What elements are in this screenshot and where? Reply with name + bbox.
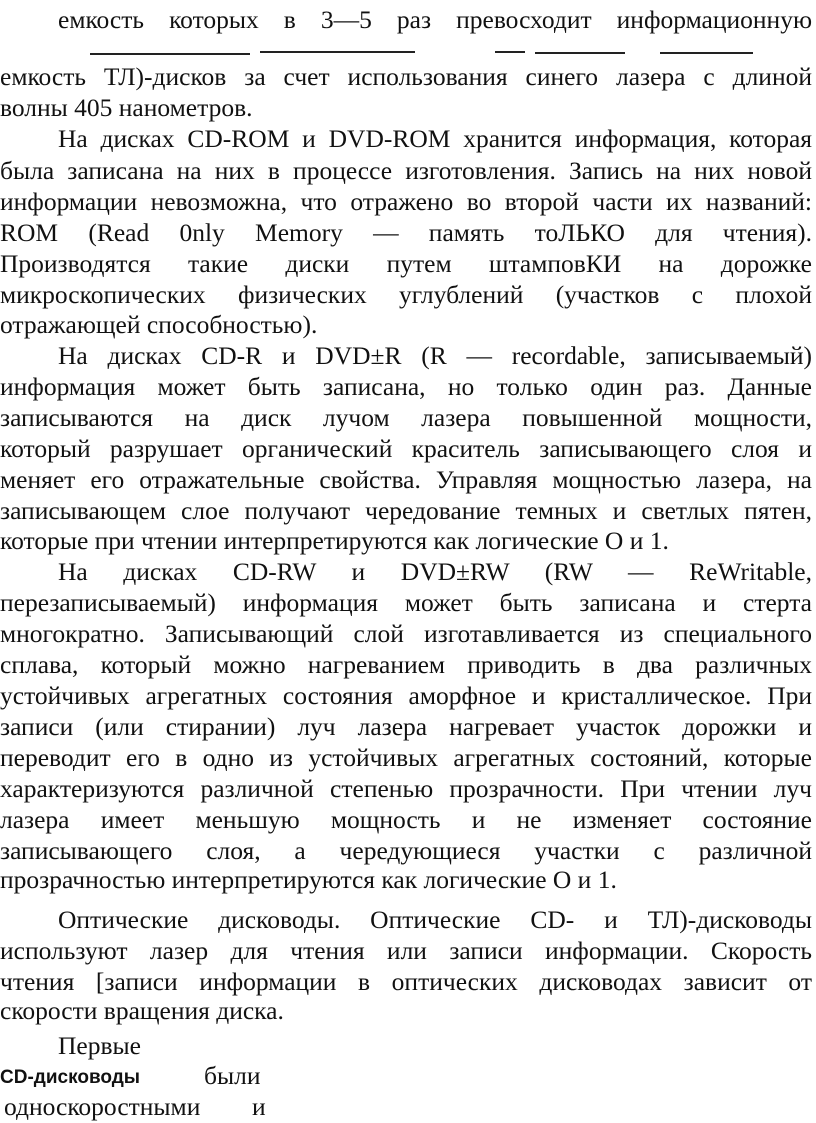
paragraph-line: отражающей способностью). — [0, 310, 318, 339]
fragment-word: были — [204, 1061, 261, 1090]
paragraph-line: меняет его отражательные свойства. Управляя мощностью лазера, на — [0, 465, 812, 494]
paragraph-line: На дисках CD-R и DVD±R (R — recordable, записываемый) — [58, 341, 812, 370]
top-line: емкость которых в 3—5 раз превосходит информационную — [58, 5, 812, 34]
fragment-word: и — [252, 1092, 266, 1121]
scan-artifact-rule — [660, 52, 753, 54]
paragraph-line: На дисках CD-RW и DVD±RW (RW — ReWritable, — [58, 557, 812, 586]
paragraph-line: сплава, который можно нагреванием приводить в два различных — [0, 650, 812, 679]
paragraph-line: емкость ТЛ)-дисков за счет использования синего лазера с длиной — [0, 62, 812, 91]
paragraph-line: которые при чтении интерпретируются как логические О и 1. — [0, 526, 669, 555]
paragraph-line: Оптические дисководы. Оптические CD- и ТЛ)-дисководы — [58, 905, 812, 934]
paragraph-line: записываются на диск лучом лазера повышенной мощности, — [0, 403, 812, 432]
fragment-word: CD-дисководы — [0, 1067, 141, 1088]
paragraph-line: прозрачностью интерпретируются как логические О и 1. — [0, 865, 617, 894]
paragraph-line: На дисках CD-ROM и DVD-ROM хранится информация, которая — [58, 124, 812, 153]
paragraph-line: микроскопических физических углублений (участков с плохой — [0, 280, 812, 309]
paragraph-line: характеризуются различной степенью прозрачности. При чтении луч — [0, 774, 812, 803]
paragraph-line: чтения [записи информации в оптических дисководах зависит от — [0, 967, 812, 996]
paragraph-line: волны 405 нанометров. — [0, 93, 253, 122]
paragraph-line: устойчивых агрегатных состояния аморфное и кристаллическое. При — [0, 681, 812, 710]
fragment-line: Первые — [58, 1031, 141, 1060]
paragraph-line: переводит его в одно из устойчивых агрегатных состояний, которые — [0, 743, 812, 772]
paragraph-line: перезаписываемый) информация может быть записана и стерта — [0, 588, 812, 617]
paragraph-line: лазера имеет меньшую мощность и не изменяет состояние — [0, 805, 812, 834]
paragraph-line: Производятся такие диски путем штамповКИ на дорожке — [0, 249, 812, 278]
paragraph-line: записывающем слое получают чередование темных и светлых пятен, — [0, 496, 812, 525]
fragment-word: односкоростными — [4, 1092, 201, 1121]
paragraph-line: который разрушает органический краситель записывающего слоя и — [0, 434, 812, 463]
paragraph-line: используют лазер для чтения или записи информации. Скорость — [0, 936, 812, 965]
scan-artifact-rule — [90, 53, 250, 55]
paragraph-line: многократно. Записывающий слой изготавливается из специального — [0, 619, 812, 648]
scan-artifact-rule — [495, 51, 525, 53]
paragraph-line: информации невозможна, что отражено во второй части их названий: — [0, 187, 812, 216]
paragraph-line: информация может быть записана, но только один раз. Данные — [0, 372, 812, 401]
paragraph-line: записывающего слоя, а чередующиеся участки с различной — [0, 836, 812, 865]
scan-artifact-rule — [535, 52, 625, 54]
paragraph-line: записи (или стирании) луч лазера нагревает участок дорожки и — [0, 712, 812, 741]
paragraph-line: была записана на них в процессе изготовления. Запись на них новой — [0, 156, 812, 185]
paragraph-line: скорости вращения диска. — [0, 996, 284, 1025]
scan-artifact-rule — [260, 51, 415, 53]
paragraph-line: ROM (Read 0nly Memory — память тоЛЬКО для чтения). — [0, 218, 812, 247]
